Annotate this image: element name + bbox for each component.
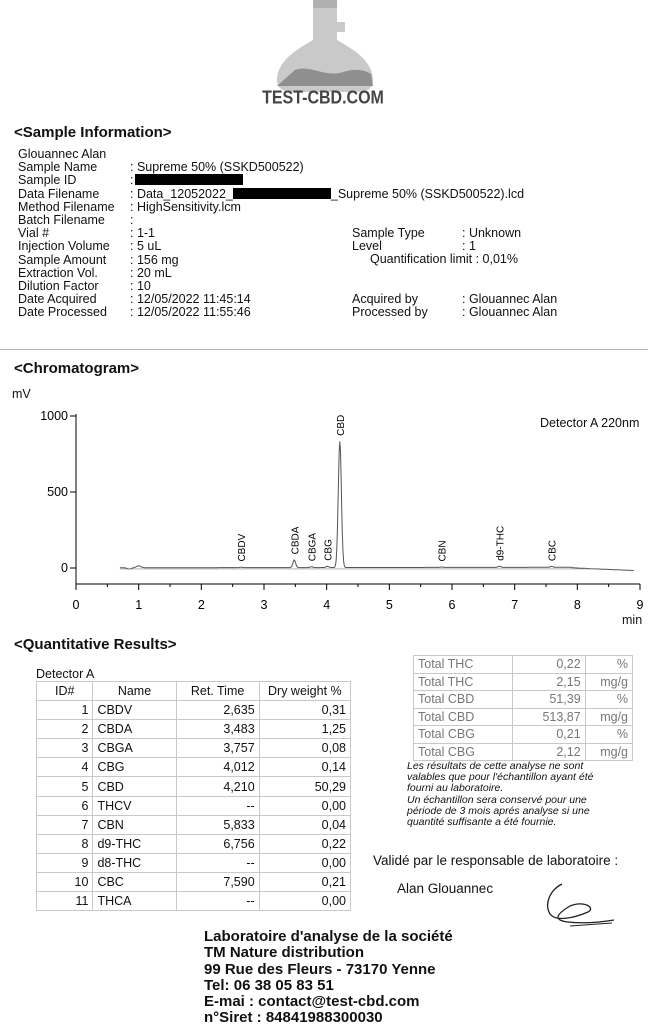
totals-cell: Total CBG <box>414 726 513 744</box>
totals-cell: 0,21 <box>512 726 585 744</box>
info-value: : <box>130 212 134 227</box>
table-cell: CBGA <box>93 739 176 758</box>
totals-table <box>413 655 633 761</box>
processed-by-value: : Glouannec Alan <box>462 305 558 320</box>
table-cell: 5,833 <box>176 815 259 834</box>
totals-cell: Total THC <box>414 673 513 691</box>
x-tick-label: 6 <box>448 598 456 612</box>
table-cell: 7 <box>37 815 93 834</box>
info-label: Vial # <box>18 226 50 241</box>
table-cell: -- <box>176 892 259 911</box>
table-row <box>37 701 351 720</box>
table-cell: 4 <box>37 758 93 777</box>
x-tick-label: 8 <box>573 598 581 612</box>
lab-line: Tel: 06 38 05 83 51 <box>204 976 334 994</box>
totals-row <box>414 673 633 691</box>
totals-cell: % <box>585 656 632 674</box>
peak-label: CBDV <box>237 533 249 562</box>
table-row <box>37 892 351 911</box>
quant-detector: Detector A <box>36 667 95 681</box>
info-value: : 1-1 <box>130 226 156 241</box>
x-tick-label: 2 <box>197 598 205 612</box>
acquired-by-label: Acquired by <box>352 292 419 306</box>
totals-cell: % <box>585 726 632 744</box>
disclaimer-note <box>407 761 632 828</box>
table-cell: 3,757 <box>176 739 259 758</box>
peak-label: CBN <box>437 540 449 562</box>
peak-label: CBDA <box>290 526 302 555</box>
totals-cell: Total CBD <box>414 691 513 709</box>
info-value: : 12/05/2022 11:45:14 <box>130 292 251 307</box>
table-cell: CBDV <box>93 701 176 720</box>
totals-row <box>414 726 633 744</box>
totals-cell: Total CBG <box>414 743 513 761</box>
totals-cell: 2,15 <box>512 673 585 691</box>
table-cell: 2 <box>37 720 93 739</box>
table-row <box>37 834 351 853</box>
peak-label: CBD <box>335 414 347 436</box>
table-cell: 0,14 <box>259 758 350 777</box>
table-cell: 5 <box>37 777 93 796</box>
info-value: : Supreme 50% (SSKD500522) <box>130 160 304 175</box>
info-label: Date Processed <box>18 305 107 320</box>
totals-cell: 51,39 <box>512 691 585 709</box>
totals-row <box>414 708 633 726</box>
peak-label: CBG <box>323 539 335 561</box>
table-cell: THCV <box>93 796 176 815</box>
lab-line: TM Nature distribution <box>204 944 364 962</box>
owner: Glouannec Alan <box>18 147 107 161</box>
table-cell: CBG <box>93 758 176 777</box>
logo-text: TEST-CBD.COM <box>262 88 384 109</box>
quantitative-title: <Quantitative Results> <box>14 636 177 653</box>
table-row <box>37 777 351 796</box>
table-cell: d8-THC <box>93 853 176 872</box>
totals-cell: Total CBD <box>414 708 513 726</box>
y-tick-label: 1000 <box>40 409 68 423</box>
level-value: : 1 <box>462 239 476 254</box>
info-label: Batch Filename <box>18 212 105 227</box>
note-line: fourni au laboratoire. <box>407 782 504 795</box>
table-cell: 10 <box>37 872 93 891</box>
table-cell: 11 <box>37 892 93 911</box>
x-tick-label: 5 <box>385 598 393 612</box>
info-label: Dilution Factor <box>18 278 99 293</box>
info-row <box>18 280 658 293</box>
table-cell: 1 <box>37 701 93 720</box>
table-cell: 4,012 <box>176 758 259 777</box>
info-value: : Data_12052022_ _Supreme 50% (SSKD500522).lcd <box>130 186 525 201</box>
info-value: : 20 mL <box>130 265 172 280</box>
sample-type-label: Sample Type <box>352 226 425 240</box>
totals-row <box>414 743 633 761</box>
table-row <box>37 720 351 739</box>
quant-limit: Quantification limit : 0,01% <box>370 252 518 267</box>
lab-line: 99 Rue des Fleurs - 73170 Yenne <box>204 960 436 978</box>
results-header <box>37 682 351 701</box>
chromatogram-chart <box>0 400 668 630</box>
lab-address <box>204 929 453 1027</box>
header-name: Name <box>93 682 176 701</box>
table-cell: 0,00 <box>259 892 350 911</box>
table-cell: 0,00 <box>259 796 350 815</box>
table-cell: 6,756 <box>176 834 259 853</box>
table-cell: 0,00 <box>259 853 350 872</box>
info-row <box>18 214 658 227</box>
info-row <box>18 267 658 280</box>
x-tick-label: 7 <box>511 598 519 612</box>
x-tick-label: 3 <box>260 598 268 612</box>
validation-text: Validé par le responsable de laboratoire : <box>373 853 619 868</box>
table-cell: 7,590 <box>176 872 259 891</box>
note-line: Les résultats de cette analyse ne sont <box>407 760 584 772</box>
info-label: Sample Name <box>18 160 98 175</box>
table-cell: 3,483 <box>176 720 259 739</box>
detector-label: Detector A 220nm <box>540 416 640 430</box>
sample-info-title: <Sample Information> <box>14 124 172 141</box>
note-line: Un échantillon sera conservé pour une <box>407 793 587 806</box>
lab-line: Laboratoire d'analyse de la société <box>204 928 453 945</box>
table-cell: 0,04 <box>259 815 350 834</box>
table-cell: 2,635 <box>176 701 259 720</box>
table-cell: 8 <box>37 834 93 853</box>
table-row <box>37 872 351 891</box>
info-value-suffix: _Supreme 50% (SSKD500522).lcd <box>330 186 525 201</box>
table-cell: 6 <box>37 796 93 815</box>
info-label: Extraction Vol. <box>18 265 98 280</box>
totals-cell: mg/g <box>585 743 632 761</box>
processed-by-label: Processed by <box>352 305 428 320</box>
table-cell: -- <box>176 853 259 872</box>
acquired-by-value: : Glouannec Alan <box>462 292 558 306</box>
info-label: Method Filename <box>18 199 115 214</box>
x-tick-label: 0 <box>72 598 80 612</box>
table-cell: 1,25 <box>259 720 350 739</box>
chromatogram-title: <Chromatogram> <box>14 360 140 377</box>
y-axis-label: mV <box>12 387 31 401</box>
table-row <box>37 739 351 758</box>
table-cell: d9-THC <box>93 834 176 853</box>
level-label: Level <box>352 239 382 254</box>
table-cell: 0,21 <box>259 872 350 891</box>
table-cell: 50,29 <box>259 777 350 796</box>
table-cell: CBDA <box>93 720 176 739</box>
redaction <box>135 174 243 185</box>
y-tick-label: 500 <box>47 485 68 499</box>
table-cell: CBN <box>93 815 176 834</box>
x-tick-label: 4 <box>323 598 331 612</box>
totals-cell: mg/g <box>585 673 632 691</box>
info-label: Sample Amount <box>18 252 107 267</box>
table-row <box>37 853 351 872</box>
info-value: : <box>130 174 243 187</box>
x-tick-label: 9 <box>636 598 644 612</box>
table-cell: 4,210 <box>176 777 259 796</box>
totals-row <box>414 691 633 709</box>
header-ret-time: Ret. Time <box>176 682 259 701</box>
info-row <box>18 188 658 201</box>
x-tick-label: 1 <box>135 598 143 612</box>
redaction <box>233 188 331 199</box>
table-cell: THCA <box>93 892 176 911</box>
info-value: : 12/05/2022 11:55:46 <box>130 305 251 320</box>
lab-line: E-mai : contact@test-cbd.com <box>204 993 420 1011</box>
info-label: Data Filename <box>18 186 100 201</box>
header-dry-weight: Dry weight % <box>259 682 350 701</box>
signature <box>540 882 620 928</box>
info-value: : 10 <box>130 278 151 293</box>
info-label: Date Acquired <box>18 292 97 307</box>
info-value: : 5 uL <box>130 239 162 254</box>
peak-label: CBGA <box>307 532 319 562</box>
y-tick-label: 0 <box>61 561 68 575</box>
table-cell: CBD <box>93 777 176 796</box>
note-line: valables que pour l'échantillon ayant été <box>407 771 594 784</box>
note-line: période de 3 mois aprés analyse si une <box>407 804 590 817</box>
table-cell: 0,08 <box>259 739 350 758</box>
info-value: : HighSensitivity.lcm <box>130 199 241 214</box>
info-row <box>18 161 658 174</box>
peak-label: CBC <box>547 539 559 562</box>
info-value: : 156 mg <box>130 252 179 267</box>
totals-cell: 513,87 <box>512 708 585 726</box>
totals-row <box>414 656 633 674</box>
table-cell: 0,22 <box>259 834 350 853</box>
table-row <box>37 815 351 834</box>
totals-cell: mg/g <box>585 708 632 726</box>
info-label: Sample ID <box>18 173 77 188</box>
info-label: Injection Volume <box>18 239 110 254</box>
table-cell: 3 <box>37 739 93 758</box>
lab-line: n°Siret : 84841988300030 <box>204 1009 383 1027</box>
sample-type-value: : Unknown <box>462 226 522 240</box>
x-axis-label: min <box>622 613 643 627</box>
table-row <box>37 796 351 815</box>
peak-label: d9-THC <box>495 525 507 561</box>
results-table <box>36 681 351 911</box>
totals-cell: 2,12 <box>512 743 585 761</box>
totals-cell: 0,22 <box>512 656 585 674</box>
table-cell: 9 <box>37 853 93 872</box>
divider <box>0 349 648 350</box>
table-row <box>37 758 351 777</box>
table-cell: CBC <box>93 872 176 891</box>
note-line: quantité suffisante a été fournie. <box>407 816 557 829</box>
validator-name: Alan Glouannec <box>397 881 494 896</box>
table-cell: 0,31 <box>259 701 350 720</box>
totals-cell: % <box>585 691 632 709</box>
totals-cell: Total THC <box>414 656 513 674</box>
table-cell: -- <box>176 796 259 815</box>
info-row <box>18 201 658 214</box>
header-id: ID# <box>37 682 93 701</box>
